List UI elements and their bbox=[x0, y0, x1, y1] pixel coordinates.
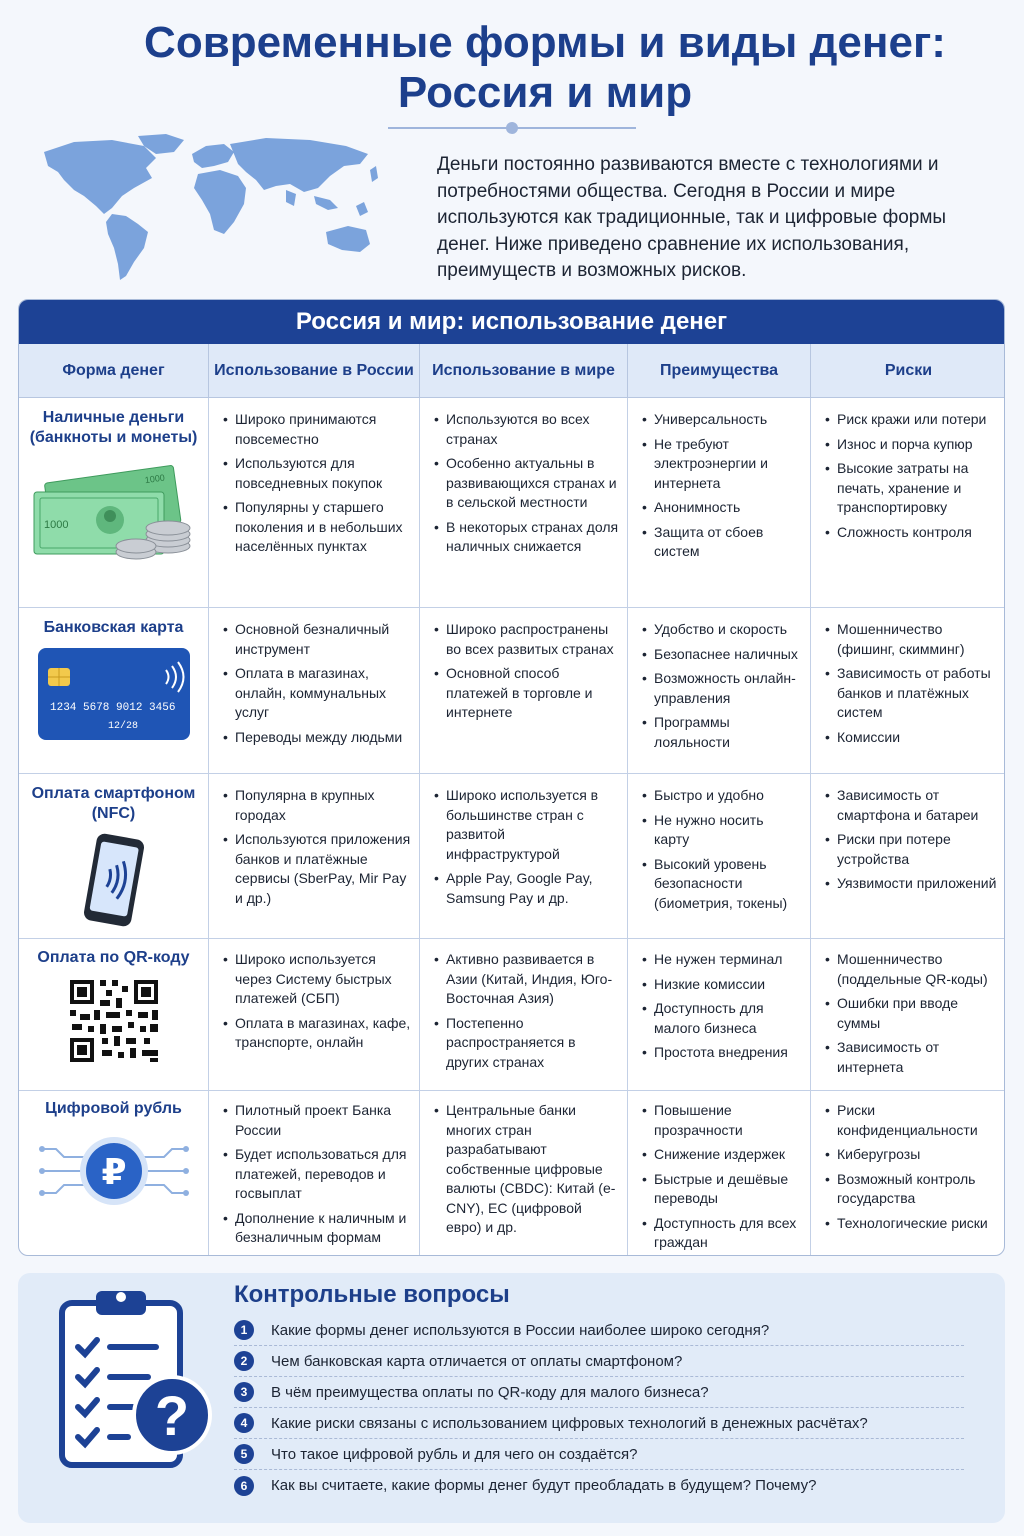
list-item: • Универсальность bbox=[642, 410, 802, 430]
questions-list bbox=[234, 1315, 964, 1501]
world-cell bbox=[420, 398, 628, 608]
question-text: В чём преимущества оплаты по QR-коду для малого бизнеса? bbox=[271, 1383, 709, 1401]
list-item: • Уязвимости приложений bbox=[825, 874, 998, 894]
list-item: • Переводы между людьми bbox=[223, 728, 411, 748]
list-item: • Зависимость от смартфона и батареи bbox=[825, 786, 998, 825]
russia-cell bbox=[209, 938, 420, 1091]
list-item: • Широко принимаются повсеместно bbox=[223, 410, 411, 449]
list-item: • Оплата в магазинах, кафе, транспорте, онлайн bbox=[223, 1014, 411, 1053]
list-item: • Технологические риски bbox=[825, 1214, 998, 1234]
list-item: • Популярна в крупных городах bbox=[223, 786, 411, 825]
question-item bbox=[234, 1377, 964, 1408]
page-title bbox=[120, 18, 970, 118]
question-text: Как вы считаете, какие формы денег будут преобладать в будущем? Почему? bbox=[271, 1477, 817, 1494]
question-item bbox=[234, 1408, 964, 1439]
list-item: • В некоторых странах доля наличных снижается bbox=[434, 518, 619, 557]
pros-cell bbox=[628, 1089, 811, 1256]
question-item bbox=[234, 1470, 964, 1501]
russia-cell bbox=[209, 398, 420, 608]
form-name: Цифровой рубль bbox=[45, 1100, 182, 1117]
list-item: • Используются во всех странах bbox=[434, 410, 619, 449]
svg-text:?: ? bbox=[154, 1384, 190, 1447]
pros-cell bbox=[628, 774, 811, 939]
world-cell bbox=[420, 1089, 628, 1256]
list-item: • Износ и порча купюр bbox=[825, 435, 998, 455]
list-item: • Низкие комиссии bbox=[642, 975, 802, 995]
risks-cell bbox=[811, 398, 1005, 608]
form-cell bbox=[19, 608, 209, 774]
money-comparison-table bbox=[18, 299, 1005, 1256]
table-row-digital-ruble bbox=[19, 1089, 1004, 1256]
list-item: • Мошенничество (поддельные QR-коды) bbox=[825, 950, 998, 989]
list-item: • Центральные банки многих стран разрабатывают собственные цифровые валюты (CBDC): Китай (e-CNY), ЕС (цифровой евро) и др. bbox=[434, 1101, 619, 1238]
list-item: • Быстрые и дешёвые переводы bbox=[642, 1170, 802, 1209]
form-name: Банковская карта bbox=[43, 619, 184, 636]
list-item: • Пилотный проект Банка России bbox=[223, 1101, 411, 1140]
title-divider-dot bbox=[506, 122, 518, 134]
list-item: • Киберугрозы bbox=[825, 1145, 998, 1165]
list-item: • Используются для повседневных покупок bbox=[223, 454, 411, 493]
form-name: Оплата по QR-коду bbox=[37, 949, 190, 966]
list-item: • Основной безналичный инструмент bbox=[223, 620, 411, 659]
risks-cell bbox=[811, 774, 1005, 939]
list-item: • Не нужен терминал bbox=[642, 950, 802, 970]
list-item: • Быстро и удобно bbox=[642, 786, 802, 806]
russia-cell bbox=[209, 1089, 420, 1256]
list-item: • Сложность контроля bbox=[825, 523, 998, 543]
table-title: Россия и мир: использование денег bbox=[19, 300, 1004, 344]
list-item: • Риск кражи или потери bbox=[825, 410, 998, 430]
table-row-smartphone bbox=[19, 774, 1004, 938]
digital-ruble-icon bbox=[34, 1127, 194, 1223]
page-title-line-2: Россия и мир bbox=[397, 68, 693, 117]
bank-card-icon bbox=[36, 646, 192, 742]
header-pros: Преимущества bbox=[628, 344, 811, 398]
risks-cell bbox=[811, 938, 1005, 1091]
list-item: • Apple Pay, Google Pay, Samsung Pay и др. bbox=[434, 869, 619, 908]
list-item: • Не требуют электроэнергии и интернета bbox=[642, 435, 802, 494]
list-item: • Повышение прозрачности bbox=[642, 1101, 802, 1140]
header-world: Использование в мире bbox=[420, 344, 628, 398]
question-item bbox=[234, 1439, 964, 1470]
list-item: • Постепенно распространяется в других странах bbox=[434, 1014, 619, 1073]
list-item: • Будет использоваться для платежей, переводов и госвыплат bbox=[223, 1145, 411, 1204]
list-item: • Популярны у старшего поколения и в небольших населённых пунктах bbox=[223, 498, 411, 557]
list-item: • Зависимость от интернета bbox=[825, 1038, 998, 1077]
list-item: • Возможность онлайн-управления bbox=[642, 669, 802, 708]
form-cell bbox=[19, 398, 209, 608]
header-form: Форма денег bbox=[19, 344, 209, 398]
pros-cell bbox=[628, 398, 811, 608]
russia-cell bbox=[209, 774, 420, 939]
list-item: • Доступность для всех граждан bbox=[642, 1214, 802, 1253]
world-cell bbox=[420, 938, 628, 1091]
list-item: • Мошенничество (фишинг, скимминг) bbox=[825, 620, 998, 659]
qr-code-icon bbox=[66, 976, 162, 1066]
question-number: 1 bbox=[234, 1320, 254, 1340]
list-item: • Анонимность bbox=[642, 498, 802, 518]
list-item: • Снижение издержек bbox=[642, 1145, 802, 1165]
list-item: • Широко используется через Систему быстрых платежей (СБП) bbox=[223, 950, 411, 1009]
form-cell bbox=[19, 938, 209, 1091]
question-text: Что такое цифровой рубль и для чего он создаётся? bbox=[271, 1445, 638, 1463]
question-item bbox=[234, 1346, 964, 1377]
risks-cell bbox=[811, 608, 1005, 774]
question-number: 6 bbox=[234, 1476, 254, 1496]
list-item: • Используются приложения банков и платёжные сервисы (SberPay, Mir Pay и др.) bbox=[223, 830, 411, 908]
list-item: • Безопаснее наличных bbox=[642, 645, 802, 665]
svg-text:1000: 1000 bbox=[43, 519, 68, 531]
table-row-cash bbox=[19, 398, 1004, 608]
world-map-icon bbox=[34, 130, 394, 290]
form-name: Наличные деньги (банкноты и монеты) bbox=[29, 409, 198, 446]
question-text: Какие риски связаны с использованием цифровых технологий в денежных расчётах? bbox=[271, 1414, 868, 1432]
list-item: • Защита от сбоев систем bbox=[642, 523, 802, 562]
world-cell bbox=[420, 608, 628, 774]
question-number: 4 bbox=[234, 1413, 254, 1433]
header-russia: Использование в России bbox=[209, 344, 420, 398]
list-item: • Особенно актуальны в развивающихся странах и в сельской местности bbox=[434, 454, 619, 513]
list-item: • Высокие затраты на печать, хранение и транспортировку bbox=[825, 459, 998, 518]
list-item: • Оплата в магазинах, онлайн, коммунальных услуг bbox=[223, 664, 411, 723]
form-name: Оплата смартфоном (NFC) bbox=[31, 785, 196, 822]
smartphone-nfc-icon bbox=[74, 832, 154, 928]
list-item: • Дополнение к наличным и безналичным формам bbox=[223, 1209, 411, 1248]
table-header-row bbox=[19, 344, 1004, 398]
svg-text:1000: 1000 bbox=[143, 472, 165, 486]
table-row-bank-card bbox=[19, 608, 1004, 774]
list-item: • Риски при потере устройства bbox=[825, 830, 998, 869]
list-item: • Доступность для малого бизнеса bbox=[642, 999, 802, 1038]
question-number: 3 bbox=[234, 1382, 254, 1402]
pros-cell bbox=[628, 608, 811, 774]
list-item: • Активно развивается в Азии (Китай, Индия, Юго-Восточная Азия) bbox=[434, 950, 619, 1009]
list-item: • Удобство и скорость bbox=[642, 620, 802, 640]
list-item: • Широко распространены во всех развитых странах bbox=[434, 620, 619, 659]
page-title-line-1: Современные формы и виды денег: bbox=[144, 18, 946, 67]
list-item: • Риски конфиденциальности bbox=[825, 1101, 998, 1140]
risks-cell bbox=[811, 1089, 1005, 1256]
list-item: • Ошибки при вводе суммы bbox=[825, 994, 998, 1033]
intro-text: Деньги постоянно развиваются вместе с технологиями и потребностями общества. Сегодня в России и мире используются как традиционные, так и цифровые формы денег. Ниже приведено сравнение их использования, преимуществ и возможных рисков. bbox=[437, 154, 947, 281]
russia-cell bbox=[209, 608, 420, 774]
cash-icon bbox=[28, 456, 200, 566]
table-row-qr-code bbox=[19, 938, 1004, 1089]
questions-title: Контрольные вопросы bbox=[234, 1281, 510, 1308]
list-item: • Широко используется в большинстве стран с развитой инфраструктурой bbox=[434, 786, 619, 864]
header-risks: Риски bbox=[811, 344, 1005, 398]
question-item bbox=[234, 1315, 964, 1346]
question-number: 5 bbox=[234, 1444, 254, 1464]
question-text: Чем банковская карта отличается от оплаты смартфоном? bbox=[271, 1352, 683, 1370]
form-cell bbox=[19, 1089, 209, 1256]
world-cell bbox=[420, 774, 628, 939]
pros-cell bbox=[628, 938, 811, 1091]
list-item: • Простота внедрения bbox=[642, 1043, 802, 1063]
card-expiry: 12/28 bbox=[107, 721, 138, 732]
clipboard-question-icon bbox=[48, 1283, 213, 1473]
list-item: • Возможный контроль государства bbox=[825, 1170, 998, 1209]
review-questions-panel bbox=[18, 1273, 1005, 1523]
list-item: • Высокий уровень безопасности (биометрия, токены) bbox=[642, 855, 802, 914]
list-item: • Зависимость от работы банков и платёжных систем bbox=[825, 664, 998, 723]
list-item: • Программы лояльности bbox=[642, 713, 802, 752]
list-item: • Основной способ платежей в торговле и интернете bbox=[434, 664, 619, 723]
question-number: 2 bbox=[234, 1351, 254, 1371]
list-item: • Комиссии bbox=[825, 728, 998, 748]
list-item: • Не нужно носить карту bbox=[642, 811, 802, 850]
question-text: Какие формы денег используются в России наиболее широко сегодня? bbox=[271, 1321, 770, 1339]
card-number: 1234 5678 9012 3456 bbox=[49, 702, 175, 714]
ruble-symbol: ₽ bbox=[100, 1152, 127, 1193]
form-cell bbox=[19, 774, 209, 939]
